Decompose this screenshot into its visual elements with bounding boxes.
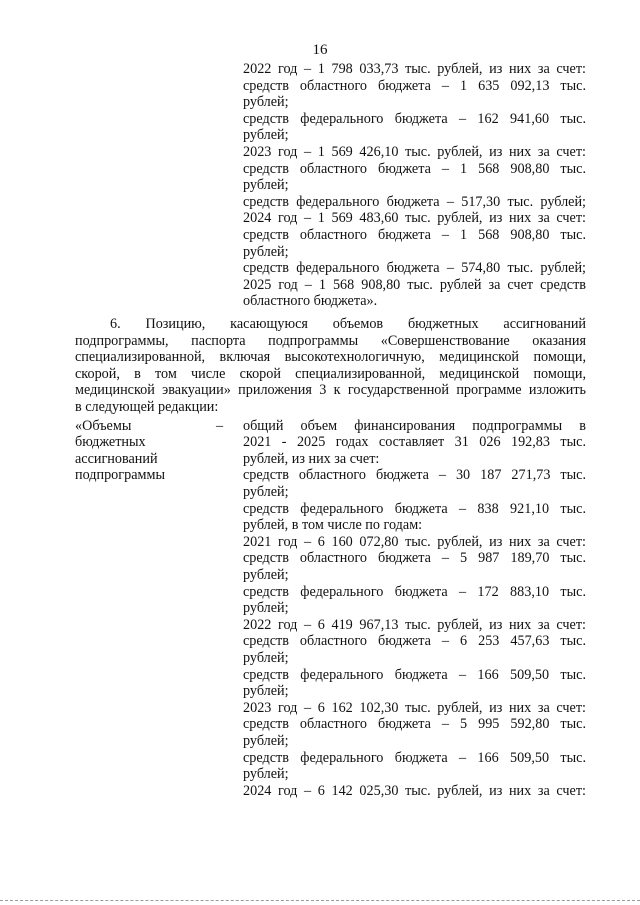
text-line: общий объем финансирования подпрограммы в bbox=[243, 417, 586, 434]
text-line: 6. Позицию, касающуюся объемов бюджетных ассигнований bbox=[110, 316, 586, 332]
label-line: «Объемы bbox=[75, 417, 132, 434]
text-line: рублей; bbox=[243, 127, 289, 144]
text-line: рублей, из них за счет: bbox=[243, 450, 380, 467]
text-line: медицинской эвакуации» приложения 3 к государственной программе изложить bbox=[75, 382, 586, 399]
text-line: рублей; bbox=[243, 733, 289, 749]
text-line: средств областного бюджета – 1 568 908,80 тыс. bbox=[243, 227, 586, 243]
text-line: рублей; bbox=[243, 243, 289, 260]
text-line: 2023 год – 1 569 426,10 тыс. рублей, из них за счет: bbox=[243, 144, 586, 160]
text-line: средств федерального бюджета – 162 941,60 тыс. bbox=[243, 110, 586, 127]
text-line: 2025 год – 1 568 908,80 тыс. рублей за счет средств bbox=[243, 276, 586, 293]
text-line: рублей, в том числе по годам: bbox=[243, 517, 423, 534]
label-dash: – bbox=[216, 417, 224, 434]
text-line: средств федерального бюджета – 166 509,50 тыс. bbox=[243, 749, 586, 766]
page-number: 16 bbox=[312, 42, 328, 58]
text-line: средств федерального бюджета – 172 883,10 тыс. bbox=[243, 583, 586, 600]
text-line: средств областного бюджета – 6 253 457,63 тыс. bbox=[243, 633, 586, 650]
text-line: 2024 год – 6 142 025,30 тыс. рублей, из них за счет: bbox=[243, 782, 586, 799]
text-line: в следующей редакции: bbox=[75, 399, 219, 415]
scan-edge-divider bbox=[0, 900, 640, 901]
text-line: 2023 год – 6 162 102,30 тыс. рублей, из них за счет: bbox=[243, 699, 586, 716]
text-line: рублей; bbox=[243, 484, 289, 500]
text-line: 2022 год – 1 798 033,73 тыс. рублей, из них за счет: bbox=[243, 61, 586, 77]
text-line: рублей; bbox=[243, 766, 289, 783]
text-line: рублей; bbox=[243, 600, 289, 617]
text-line: специализированной, включая высокотехнологичную, медицинской помощи, bbox=[75, 349, 586, 366]
text-line: 2021 год – 6 160 072,80 тыс. рублей, из них за счет: bbox=[243, 533, 586, 550]
label-line: ассигнований bbox=[75, 450, 158, 467]
label-line: бюджетных bbox=[75, 434, 146, 451]
text-line: средств областного бюджета – 1 568 908,80 тыс. bbox=[243, 160, 586, 177]
text-line: 2021 - 2025 годах составляет 31 026 192,83 тыс. bbox=[243, 434, 586, 451]
text-line: рублей; bbox=[243, 650, 289, 666]
text-line: средств федерального бюджета – 574,80 тыс. рублей; bbox=[243, 260, 586, 277]
text-line: скорой, в том числе скорой специализированной, медицинской помощи, bbox=[75, 365, 586, 382]
text-line: рублей; bbox=[243, 683, 289, 700]
text-line: средств областного бюджета – 5 987 189,70 тыс. bbox=[243, 550, 586, 567]
text-line: областного бюджета». bbox=[243, 293, 378, 310]
text-line: рублей; bbox=[243, 94, 289, 111]
text-line: 2024 год – 1 569 483,60 тыс. рублей, из них за счет: bbox=[243, 210, 586, 227]
text-line: рублей; bbox=[243, 567, 289, 583]
text-line: средств областного бюджета – 5 995 592,80 тыс. bbox=[243, 716, 586, 733]
text-line: средств федерального бюджета – 166 509,50 тыс. bbox=[243, 666, 586, 683]
text-line: средств федерального бюджета – 517,30 тыс. рублей; bbox=[243, 193, 586, 210]
text-line: средств областного бюджета – 1 635 092,13 тыс. bbox=[243, 77, 586, 94]
text-line: средств областного бюджета – 30 187 271,73 тыс. bbox=[243, 467, 586, 484]
text-line: подпрограммы, паспорта подпрограммы «Совершенствование оказания bbox=[75, 332, 586, 349]
text-line: средств федерального бюджета – 838 921,10 тыс. bbox=[243, 500, 586, 517]
label-line: подпрограммы bbox=[75, 467, 165, 484]
text-line: 2022 год – 6 419 967,13 тыс. рублей, из них за счет: bbox=[243, 616, 586, 633]
text-line: рублей; bbox=[243, 177, 289, 194]
